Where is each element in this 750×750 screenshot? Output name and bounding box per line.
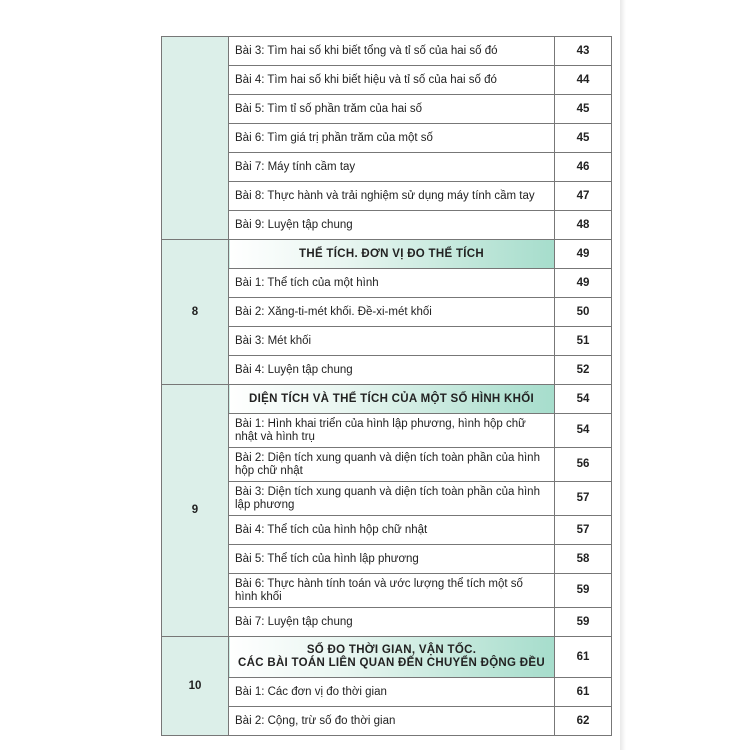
lesson-title: Bài 2: Cộng, trừ số đo thời gian: [229, 707, 555, 736]
page-number: 54: [555, 414, 612, 448]
lesson-title: Bài 5: Thể tích của hình lập phương: [229, 545, 555, 574]
lesson-title: Bài 6: Thực hành tính toán và ước lượng thể tích một số hình khối: [229, 574, 555, 608]
chapter-number: 8: [162, 240, 229, 385]
lesson-title: Bài 4: Luyện tập chung: [229, 356, 555, 385]
page-number: 45: [555, 124, 612, 153]
chapter-title: THỂ TÍCH. ĐƠN VỊ ĐO THỂ TÍCH: [229, 240, 555, 269]
toc-row: [162, 124, 612, 153]
page-number: 43: [555, 37, 612, 66]
toc-row: [162, 211, 612, 240]
toc-row: [162, 269, 612, 298]
lesson-title: Bài 1: Hình khai triển của hình lập phương, hình hộp chữ nhật và hình trụ: [229, 414, 555, 448]
toc-row: [162, 707, 612, 736]
lesson-title: Bài 1: Thể tích của một hình: [229, 269, 555, 298]
toc-row: [162, 608, 612, 637]
page-number: 49: [555, 240, 612, 269]
toc-row: [162, 356, 612, 385]
lesson-title: Bài 7: Máy tính cầm tay: [229, 153, 555, 182]
page-number: 54: [555, 385, 612, 414]
toc-row: [162, 678, 612, 707]
lesson-title: Bài 4: Tìm hai số khi biết hiệu và tỉ số của hai số đó: [229, 66, 555, 95]
toc-row: [162, 153, 612, 182]
page-number: 59: [555, 574, 612, 608]
page-number: 47: [555, 182, 612, 211]
lesson-title: Bài 2: Xăng-ti-mét khối. Đề-xi-mét khối: [229, 298, 555, 327]
page-number: 49: [555, 269, 612, 298]
lesson-title: Bài 3: Diện tích xung quanh và diện tích toàn phần của hình lập phương: [229, 482, 555, 516]
page-number: 51: [555, 327, 612, 356]
toc-row: [162, 574, 612, 608]
chapter-number: 9: [162, 385, 229, 637]
lesson-title: Bài 1: Các đơn vị đo thời gian: [229, 678, 555, 707]
page-number: 61: [555, 678, 612, 707]
toc-row: [162, 66, 612, 95]
page-number: 59: [555, 608, 612, 637]
toc-row: [162, 298, 612, 327]
toc-row: [162, 95, 612, 124]
page-number: 45: [555, 95, 612, 124]
chapter-title-line: SỐ ĐO THỜI GIAN, VẬN TỐC.: [306, 644, 477, 656]
lesson-title: Bài 3: Tìm hai số khi biết tổng và tỉ số của hai số đó: [229, 37, 555, 66]
toc-row: [162, 327, 612, 356]
page-number: 56: [555, 448, 612, 482]
lesson-title: Bài 3: Mét khối: [229, 327, 555, 356]
chapter-title-line: CÁC BÀI TOÁN LIÊN QUAN ĐẾN CHUYỂN ĐỘNG ĐỀU: [238, 657, 545, 669]
page-number: 57: [555, 482, 612, 516]
lesson-title: Bài 2: Diện tích xung quanh và diện tích toàn phần của hình hộp chữ nhật: [229, 448, 555, 482]
page-number: 52: [555, 356, 612, 385]
chapter-row: [162, 385, 612, 414]
chapter-title: [229, 637, 555, 678]
chapter-number-cell: [162, 37, 229, 240]
chapter-title: DIỆN TÍCH VÀ THỂ TÍCH CỦA MỘT SỐ HÌNH KHỐI: [229, 385, 555, 414]
lesson-title: Bài 5: Tìm tỉ số phần trăm của hai số: [229, 95, 555, 124]
toc-row: [162, 182, 612, 211]
toc-row: [162, 414, 612, 448]
chapter-row: [162, 637, 612, 678]
toc-row: [162, 37, 612, 66]
page-edge-shadow: [620, 0, 626, 750]
lesson-title: Bài 6: Tìm giá trị phần trăm của một số: [229, 124, 555, 153]
lesson-title: Bài 4: Thể tích của hình hộp chữ nhật: [229, 516, 555, 545]
page-number: 58: [555, 545, 612, 574]
page-number: 62: [555, 707, 612, 736]
toc-row: [162, 545, 612, 574]
chapter-row: [162, 240, 612, 269]
page-number: 48: [555, 211, 612, 240]
page-number: 50: [555, 298, 612, 327]
page-number: 46: [555, 153, 612, 182]
toc-row: [162, 448, 612, 482]
lesson-title: Bài 9: Luyện tập chung: [229, 211, 555, 240]
table-of-contents: [161, 36, 612, 736]
lesson-title: Bài 7: Luyện tập chung: [229, 608, 555, 637]
chapter-number: 10: [162, 637, 229, 736]
lesson-title: Bài 8: Thực hành và trải nghiệm sử dụng máy tính cầm tay: [229, 182, 555, 211]
page-number: 57: [555, 516, 612, 545]
page-number: 61: [555, 637, 612, 678]
toc-row: [162, 482, 612, 516]
toc-row: [162, 516, 612, 545]
page-number: 44: [555, 66, 612, 95]
